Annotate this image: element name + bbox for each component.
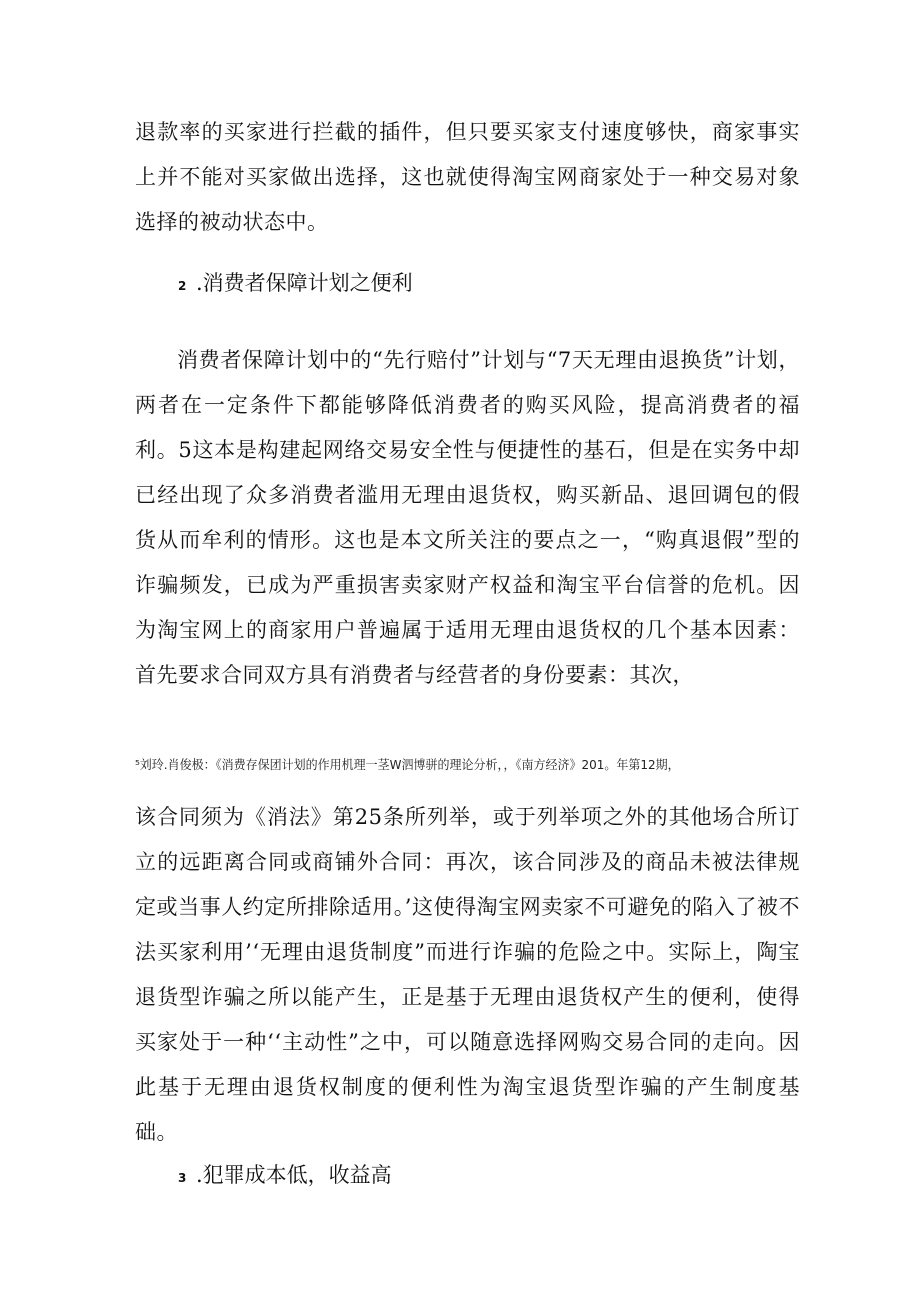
section-heading-3 bbox=[178, 1160, 392, 1193]
section-number: 2 bbox=[178, 279, 187, 293]
section-title: .犯罪成本低，收益高 bbox=[196, 1163, 392, 1187]
paragraph-return-policy: 该合同须为《消法》第25条所列举，或于列举项之外的其他场合所订立的远距离合同或商铺外合同：再次，该合同涉及的商品未被法律规定或当事人约定所排除适用。’这使得淘宝网卖家不可避免的陷入了被不法买家利用’‘无理由退货制度”而进行诈骗的危险之中。实际上，陶宝退货型诈骗之所以能产生，正是基于无理由退货权产生的便利，使得买家处于一种‘‘主动性”之中，可以随意选择网购交易合同的走向。因此基于无理由退货权制度的便利性为淘宝退货型诈骗的产生制度基础。 bbox=[135, 805, 800, 1144]
section-title: .消费者保障计划之便利 bbox=[196, 271, 413, 295]
footnote: ⁵刘玲.肖俊极：《消费存保团计划的作用机理一茎W泗博骈的理论分析，，《南方经济》201。年第12期， bbox=[135, 757, 680, 772]
paragraph-continuation: 退款率的买家进行拦截的插件，但只要买家支付速度够快，商家事实上并不能对买家做出选择，这也就使得淘宝网商家处于一种交易对象选择的被动状态中。 bbox=[135, 120, 800, 234]
paragraph-consumer-protection: 消费者保障计划中的“先行赔付”计划与“7天无理由退换货”计划，两者在一定条件下都能够降低消费者的购买风险，提高消费者的福利。5这本是构建起网络交易安全性与便捷性的基石，但是在实务中却已经出现了众多消费者滥用无理由退货权，购买新品、退回调包的假货从而牟利的情形。这也是本文所关注的要点之一，“购真退假”型的诈骗频发，已成为严重损害卖家财产权益和淘宝平台信誉的危机。因为淘宝网上的商家用户普遍属于适用无理由退货权的几个基本因素：首先要求合同双方具有消费者与经营者的身份要素：其次， bbox=[135, 348, 800, 687]
section-number: 3 bbox=[178, 1171, 187, 1185]
section-heading-2 bbox=[178, 268, 413, 301]
